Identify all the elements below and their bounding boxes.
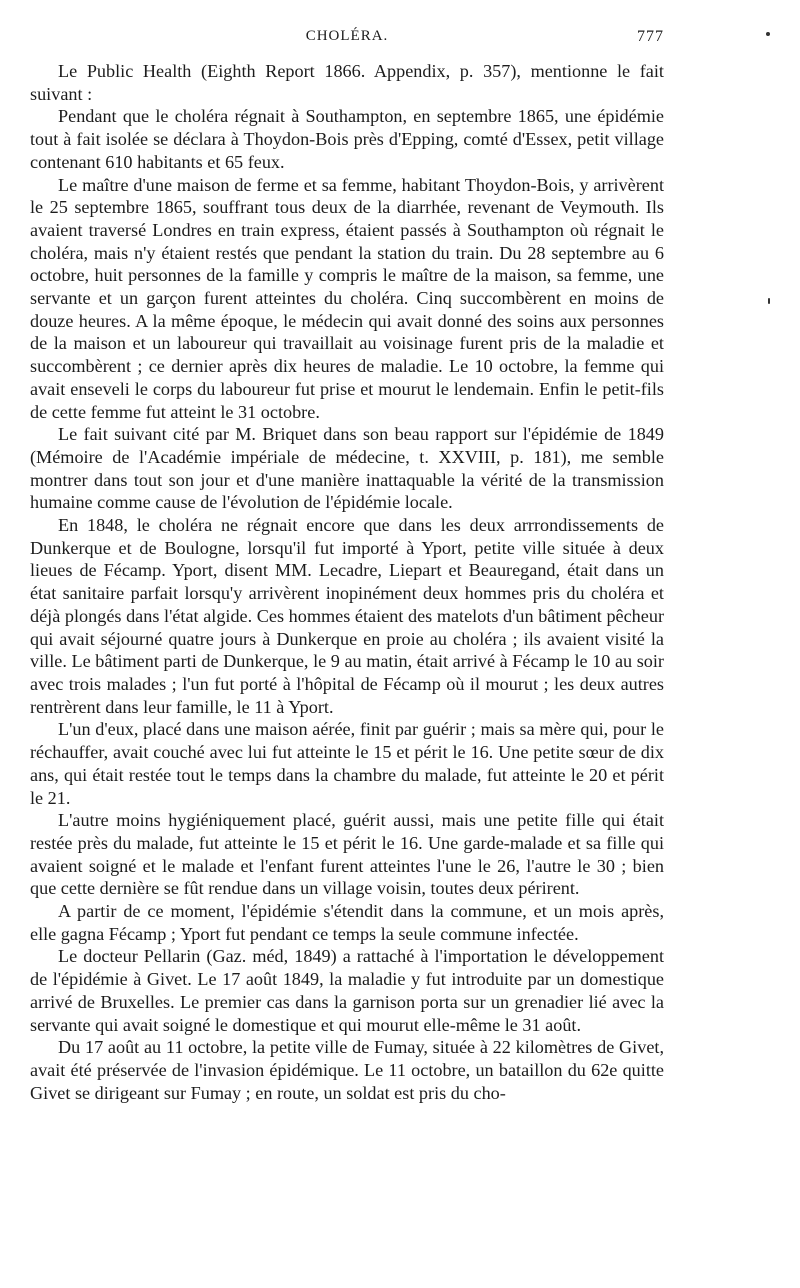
paragraph: A partir de ce moment, l'épidémie s'étendit dans la commune, et un mois après, elle gagna Fécamp ; Yport fut pendant ce temps la seule commune infectée. xyxy=(30,901,664,944)
running-title: CHOLÉRA. xyxy=(305,28,389,44)
ink-speck xyxy=(766,32,770,36)
paragraph: L'un d'eux, placé dans une maison aérée, finit par guérir ; mais sa mère qui, pour le réchauffer, avait couché avec lui fut atteinte le 15 et périt le 16. Une petite sœur de dix ans, qui était restée tout le temps dans la chambre du malade, fut atteinte le 20 et périt le 21. xyxy=(30,719,664,808)
body-text xyxy=(30,60,664,1104)
paragraph: L'autre moins hygiéniquement placé, guérit aussi, mais une petite fille qui était restée près du malade, fut atteinte le 15 et périt le 16. Une garde-malade et sa fille qui avaient soigné et le malade et l'enfant furent atteintes l'une le 26, l'autre le 30 ; bien que cette dernière se fût rendue dans un village voisin, toutes deux périrent. xyxy=(30,810,664,899)
paragraph: Le docteur Pellarin (Gaz. méd, 1849) a rattaché à l'importation le développement de l'épidémie à Givet. Le 17 août 1849, la maladie y fut introduite par un domestique arrivé de Bruxelles. Le premier cas dans la garnison porta sur un grenadier lié avec la servante qui avait soigné le domestique et qui mourut elle-même le 31 août. xyxy=(30,946,664,1035)
ink-speck xyxy=(768,298,770,304)
paragraph: Le Public Health (Eighth Report 1866. Appendix, p. 357), mentionne le fait suivant : xyxy=(30,61,664,104)
book-page xyxy=(30,24,664,1104)
paragraph: Du 17 août au 11 octobre, la petite ville de Fumay, située à 22 kilomètres de Givet, avait été préservée de l'invasion épidémique. Le 11 octobre, un bataillon du 62e quitte Givet se dirigeant sur Fumay ; en route, un soldat est pris du cho- xyxy=(30,1037,664,1103)
paragraph: Pendant que le choléra régnait à Southampton, en septembre 1865, une épidémie tout à fait isolée se déclara à Thoydon-Bois près d'Epping, comté d'Essex, petit village contenant 610 habitants et 65 feux. xyxy=(30,106,664,172)
paragraph: Le maître d'une maison de ferme et sa femme, habitant Thoydon-Bois, y arrivèrent le 25 septembre 1865, souffrant tous deux de la diarrhée, revenant de Veymouth. Ils avaient traversé Londres en train express, étaient passés à Southampton où régnait le choléra, mais n'y étaient restés que pendant la station du train. Du 28 septembre au 6 octobre, huit personnes de la famille y compris le maître de la maison, sa femme, une servante et un garçon furent atteintes du choléra. Cinq succombèrent en moins de douze heures. A la même époque, le médecin qui avait donné des soins aux personnes de la maison et un laboureur qui travaillait au voisinage furent pris de la maladie et succombèrent ; ce dernier après dix heures de maladie. Le 10 octobre, la femme qui avait enseveli le corps du laboureur fut prise et mourut le lendemain. Enfin le petit-fils de cette femme fut atteint le 31 octobre. xyxy=(30,174,664,422)
paragraph: En 1848, le choléra ne régnait encore que dans les deux arrrondissements de Dunkerque et de Boulogne, lorsqu'il fut importé à Yport, petite ville située à deux lieues de Fécamp. Yport, disent MM. Lecadre, Liepart et Beauregand, était dans un état sanitaire parfait lorsqu'y arrivèrent inopinément deux hommes pris du choléra et déjà plongés dans l'état algide. Ces hommes étaient des matelots d'un bâtiment pêcheur qui avait séjourné quatre jours à Dunkerque en proie au choléra ; ils avaient visité la ville. Le bâtiment parti de Dunkerque, le 9 au matin, était arrivé à Fécamp le 10 au soir avec trois malades ; l'un fut porté à l'hôpital de Fécamp où il mourut ; les deux autres rentrèrent dans leur famille, le 11 à Yport. xyxy=(30,515,664,717)
page-header xyxy=(30,24,664,50)
paragraph: Le fait suivant cité par M. Briquet dans son beau rapport sur l'épidémie de 1849 (Mémoire de l'Académie impériale de médecine, t. XXVIII, p. 181), me semble montrer dans tout son jour et d'une manière inattaquable la vérité de la transmission humaine comme cause de l'évolution de l'épidémie locale. xyxy=(30,424,664,513)
page-number: 777 xyxy=(637,28,664,45)
